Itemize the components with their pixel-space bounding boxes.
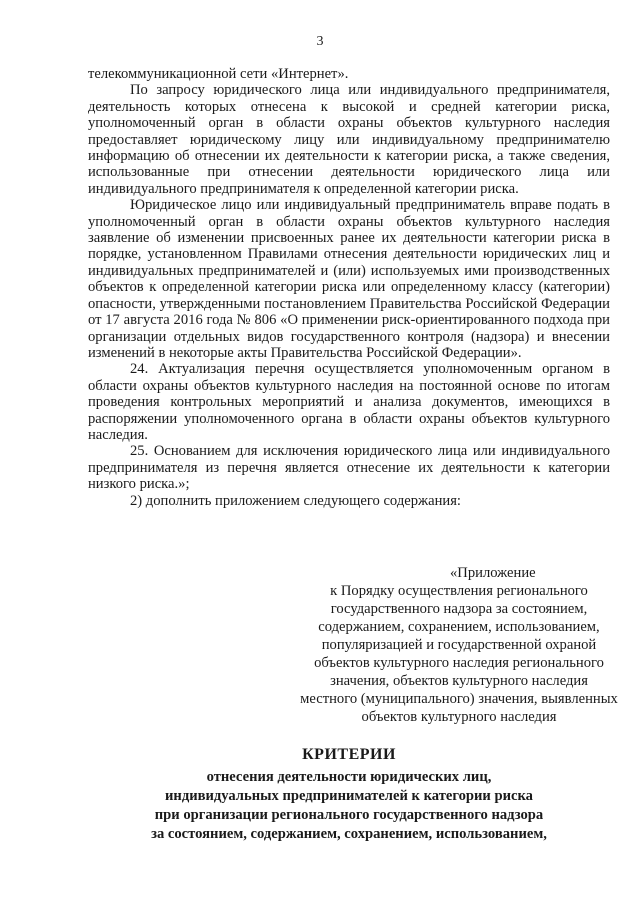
appendix-title: «Приложение — [450, 565, 536, 581]
paragraph-request-info: По запросу юридического лица или индивидуального предпринимателя, деятельность которых отнесена к высокой и средней категории риска, уполномоченный орган в области охраны объектов культурного наследия предоставляет юридическому лицу или индивидуальному предпринимателю информацию об отнесении их деятельности к категории риска, а также сведения, использованные при отнесении деятельности юридического лица или индивидуального предпринимателя к определенной категории риска. — [88, 82, 610, 197]
criteria-title: КРИТЕРИИ — [302, 746, 396, 763]
paragraph-change-category: Юридическое лицо или индивидуальный предприниматель вправе подать в уполномоченный орган в области охраны объектов культурного наследия заявление об изменении присвоенных ранее их деятельности категории риска в порядке, установленном Правилами отнесения деятельности юридических лиц и индивидуальных предпринимателей и (или) используемых ими производственных объектов к определенной категории риска или определенному классу (категории) опасности, утвержденными постановлением Правительства Российской Федерации от 17 августа 2016 года № 806 «О применении риск-ориентированного подхода при организации отдельных видов государственного контроля (надзора) и внесении изменений в некоторые акты Правительства Российской Федерации». — [88, 197, 610, 361]
appendix-reference: к Порядку осуществления регионального государственного надзора за состоянием, содержанием, сохранением, использованием, популяризацией и государственной охраной объектов культурного наследия регионального значения, объектов культурного наследия местного (муниципального) значения, выявленных объектов культурного наследия — [300, 583, 618, 725]
document-body — [88, 66, 610, 509]
paragraph-item-24: 24. Актуализация перечня осуществляется уполномоченным органом в области охраны объектов культурного наследия на постоянной основе по итогам проведения контрольных мероприятий и анализа документов, имеющихся в распоряжении уполномоченного органа в области охраны объектов культурного наследия. — [88, 361, 610, 443]
criteria-line: за состоянием, содержанием, сохранением, использованием, — [151, 826, 547, 842]
criteria-line: при организации регионального государственного надзора — [154, 807, 544, 823]
page-number: 3 — [316, 34, 324, 49]
criteria-line: отнесения деятельности юридических лиц, — [206, 769, 492, 785]
paragraph-continuation: телекоммуникационной сети «Интернет». — [88, 66, 349, 82]
paragraph-add-appendix: 2) дополнить приложением следующего содержания: — [130, 492, 461, 509]
criteria-line: индивидуальных предпринимателей к категории риска — [165, 788, 533, 804]
criteria-heading — [88, 744, 610, 844]
paragraph-item-25: 25. Основанием для исключения юридического лица или индивидуального предпринимателя из перечня является отнесение их деятельности к категории низкого риска.»; — [88, 443, 610, 493]
appendix-header — [300, 564, 618, 726]
